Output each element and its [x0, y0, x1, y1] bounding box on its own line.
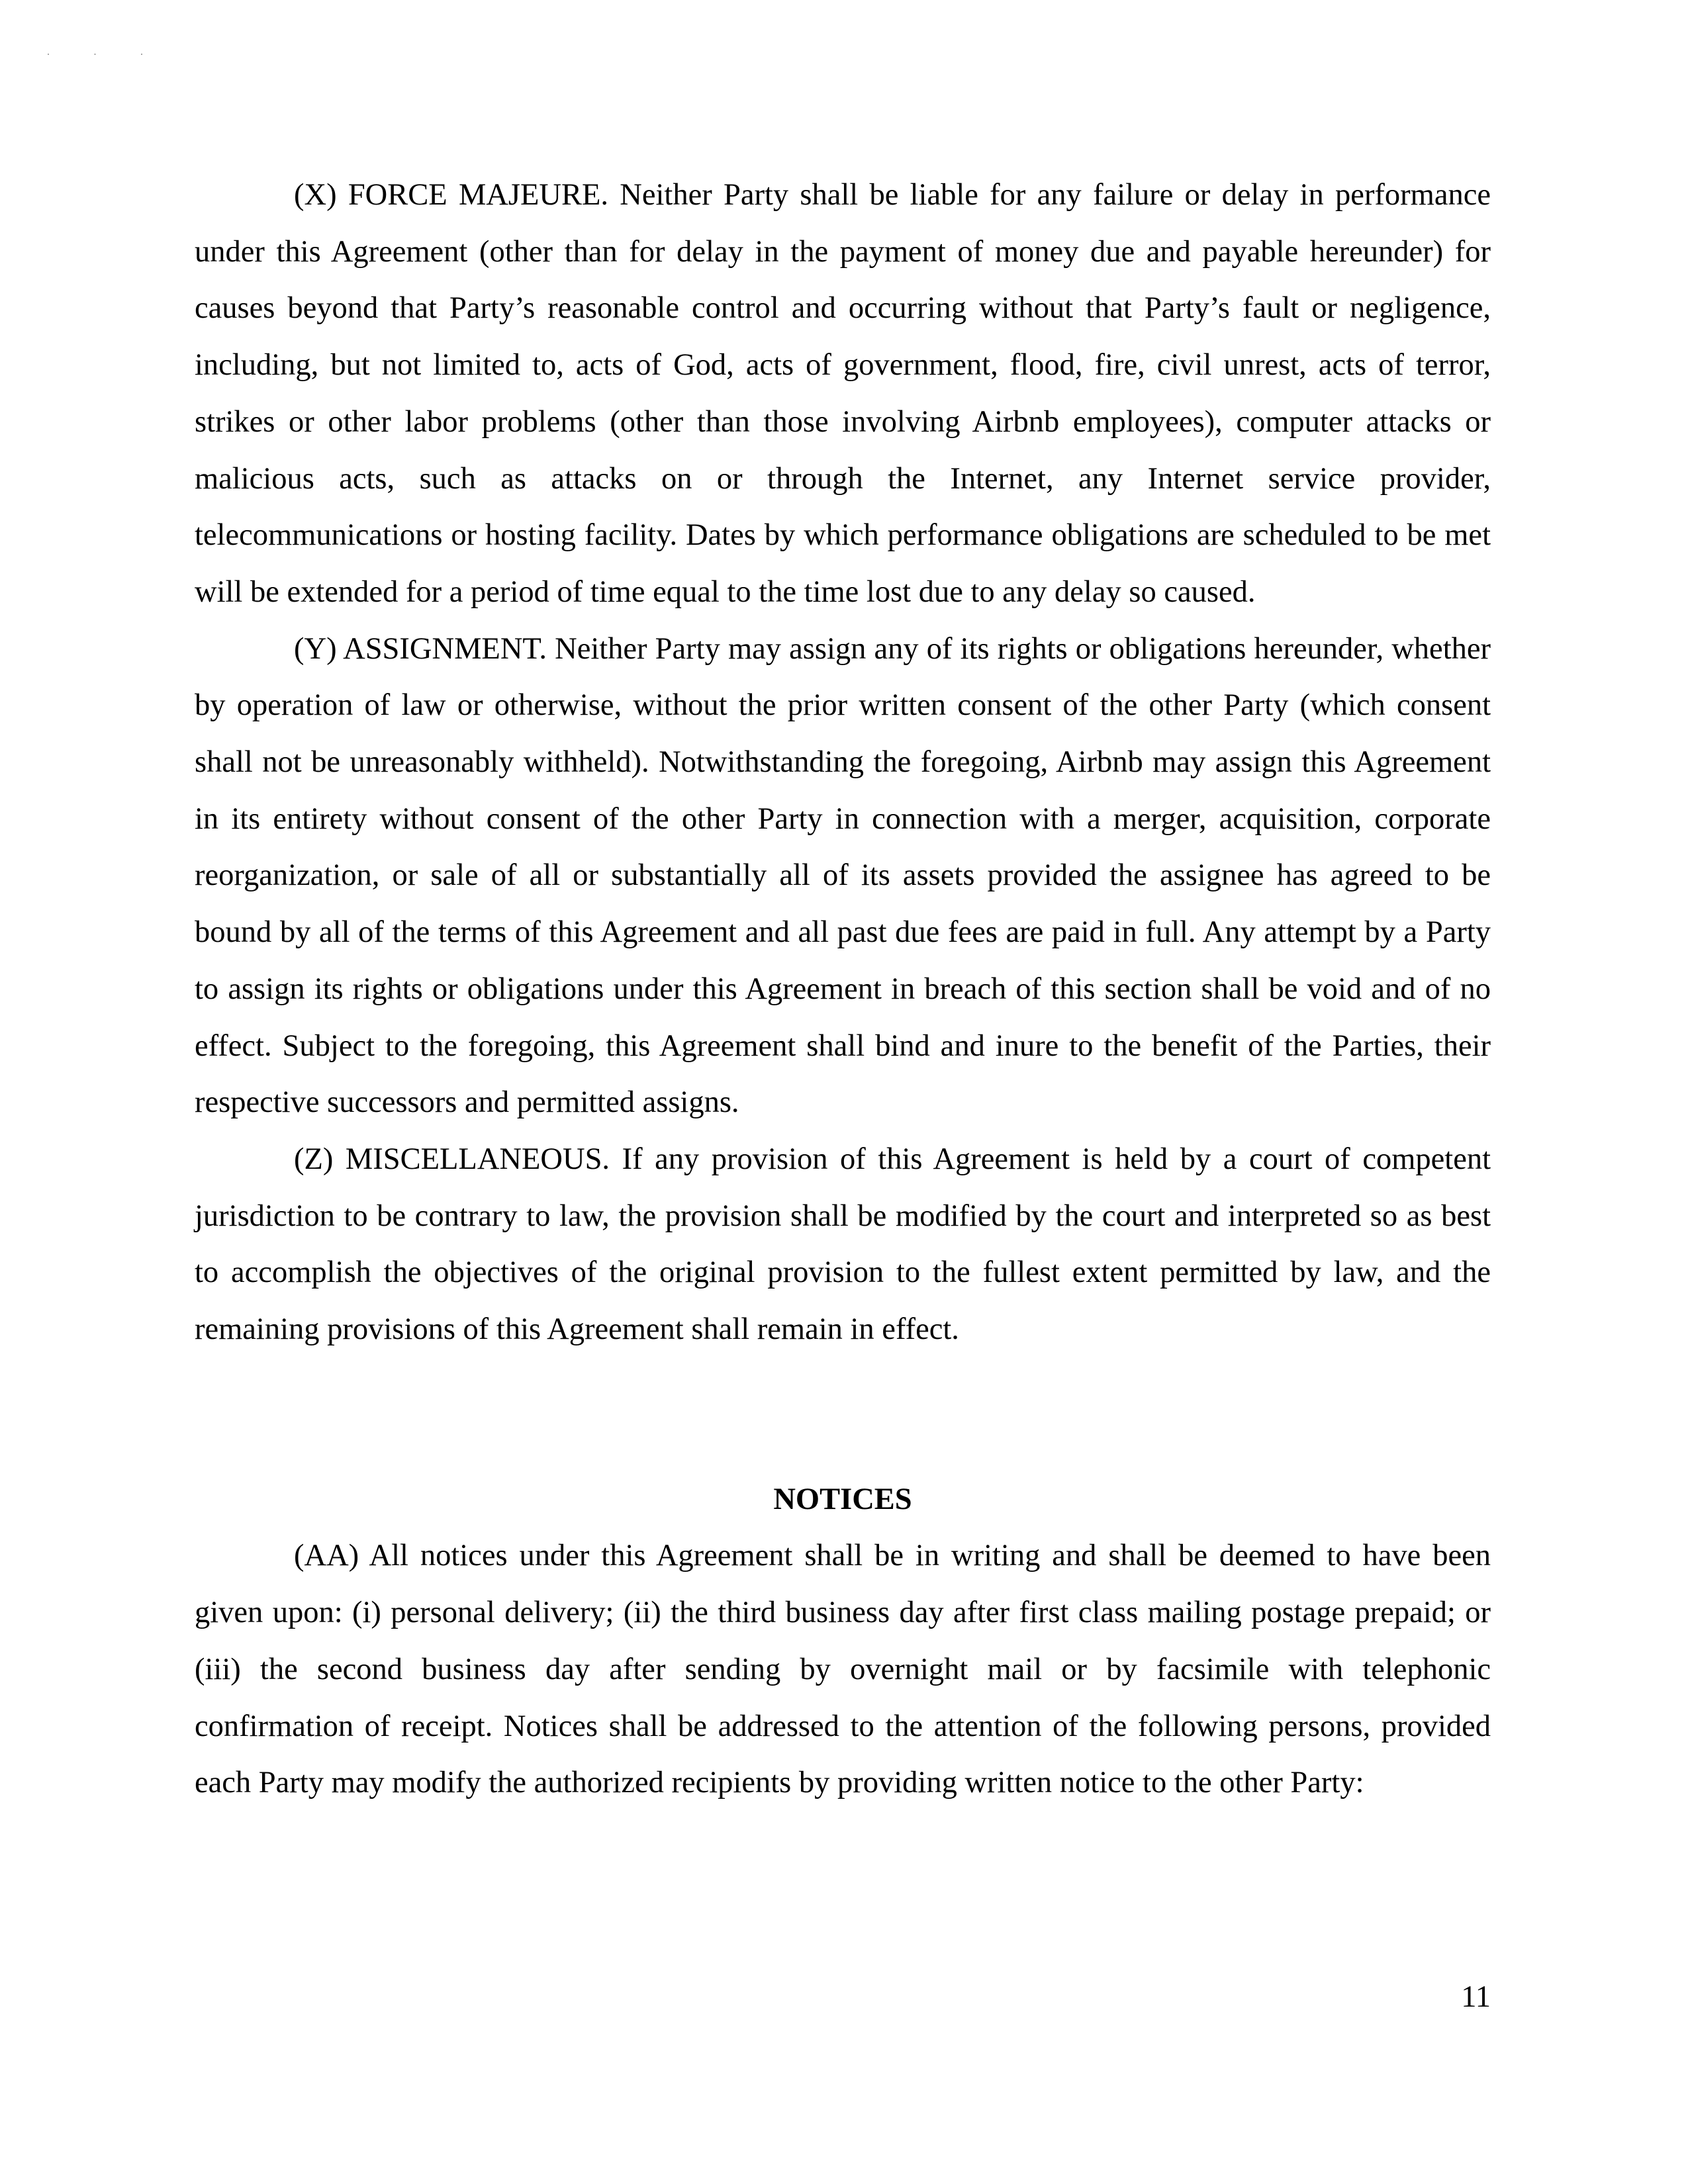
section-spacer: [195, 1358, 1491, 1471]
force-majeure-paragraph: (X) FORCE MAJEURE. Neither Party shall be liable for any failure or delay in performance under this Agreement (other than for delay in the payment of money due and payable hereunder) for causes beyond that Party’s reasonable control and occurring without that Party’s fault or negligence, including, but not limited to, acts of God, acts of government, flood, fire, civil unrest, acts of terror, strikes or other labor problems (other than those involving Airbnb employees), computer attacks or malicious acts, such as attacks on or through the Internet, any Internet service provider, telecommunications or hosting facility. Dates by which performance obligations are scheduled to be met will be extended for a period of time equal to the time lost due to any delay so caused.: [195, 178, 1491, 609]
document-body: [195, 167, 1491, 1811]
notices-heading: NOTICES: [773, 1482, 912, 1516]
page-number: 11: [1461, 1980, 1491, 2014]
scan-artifact: · · ·: [46, 48, 164, 61]
miscellaneous-paragraph: (Z) MISCELLANEOUS. If any provision of this Agreement is held by a court of competent jurisdiction to be contrary to law, the provision shall be modified by the court and interpreted so as best to accomplish the objectives of the original provision to the fullest extent permitted by law, and the remaining provisions of this Agreement shall remain in effect.: [195, 1142, 1491, 1347]
notices-paragraph: (AA) All notices under this Agreement shall be in writing and shall be deemed to have been given upon: (i) personal delivery; (ii) the third business day after first class mailing postage prepaid; or (iii) the second business day after sending by overnight mail or by facsimile with telephonic confirmation of receipt. Notices shall be addressed to the attention of the following persons, provided each Party may modify the authorized recipients by providing written notice to the other Party:: [195, 1539, 1491, 1800]
assignment-paragraph: (Y) ASSIGNMENT. Neither Party may assign any of its rights or obligations hereunder, whether by operation of law or otherwise, without the prior written consent of the other Party (which consent shall not be unreasonably withheld). Notwithstanding the foregoing, Airbnb may assign this Agreement in its entirety without consent of the other Party in connection with a merger, acquisition, corporate reorganization, or sale of all or substantially all of its assets provided the assignee has agreed to be bound by all of the terms of this Agreement and all past due fees are paid in full. Any attempt by a Party to assign its rights or obligations under this Agreement in breach of this section shall be void and of no effect. Subject to the foregoing, this Agreement shall bind and inure to the benefit of the Parties, their respective successors and permitted assigns.: [195, 631, 1491, 1120]
